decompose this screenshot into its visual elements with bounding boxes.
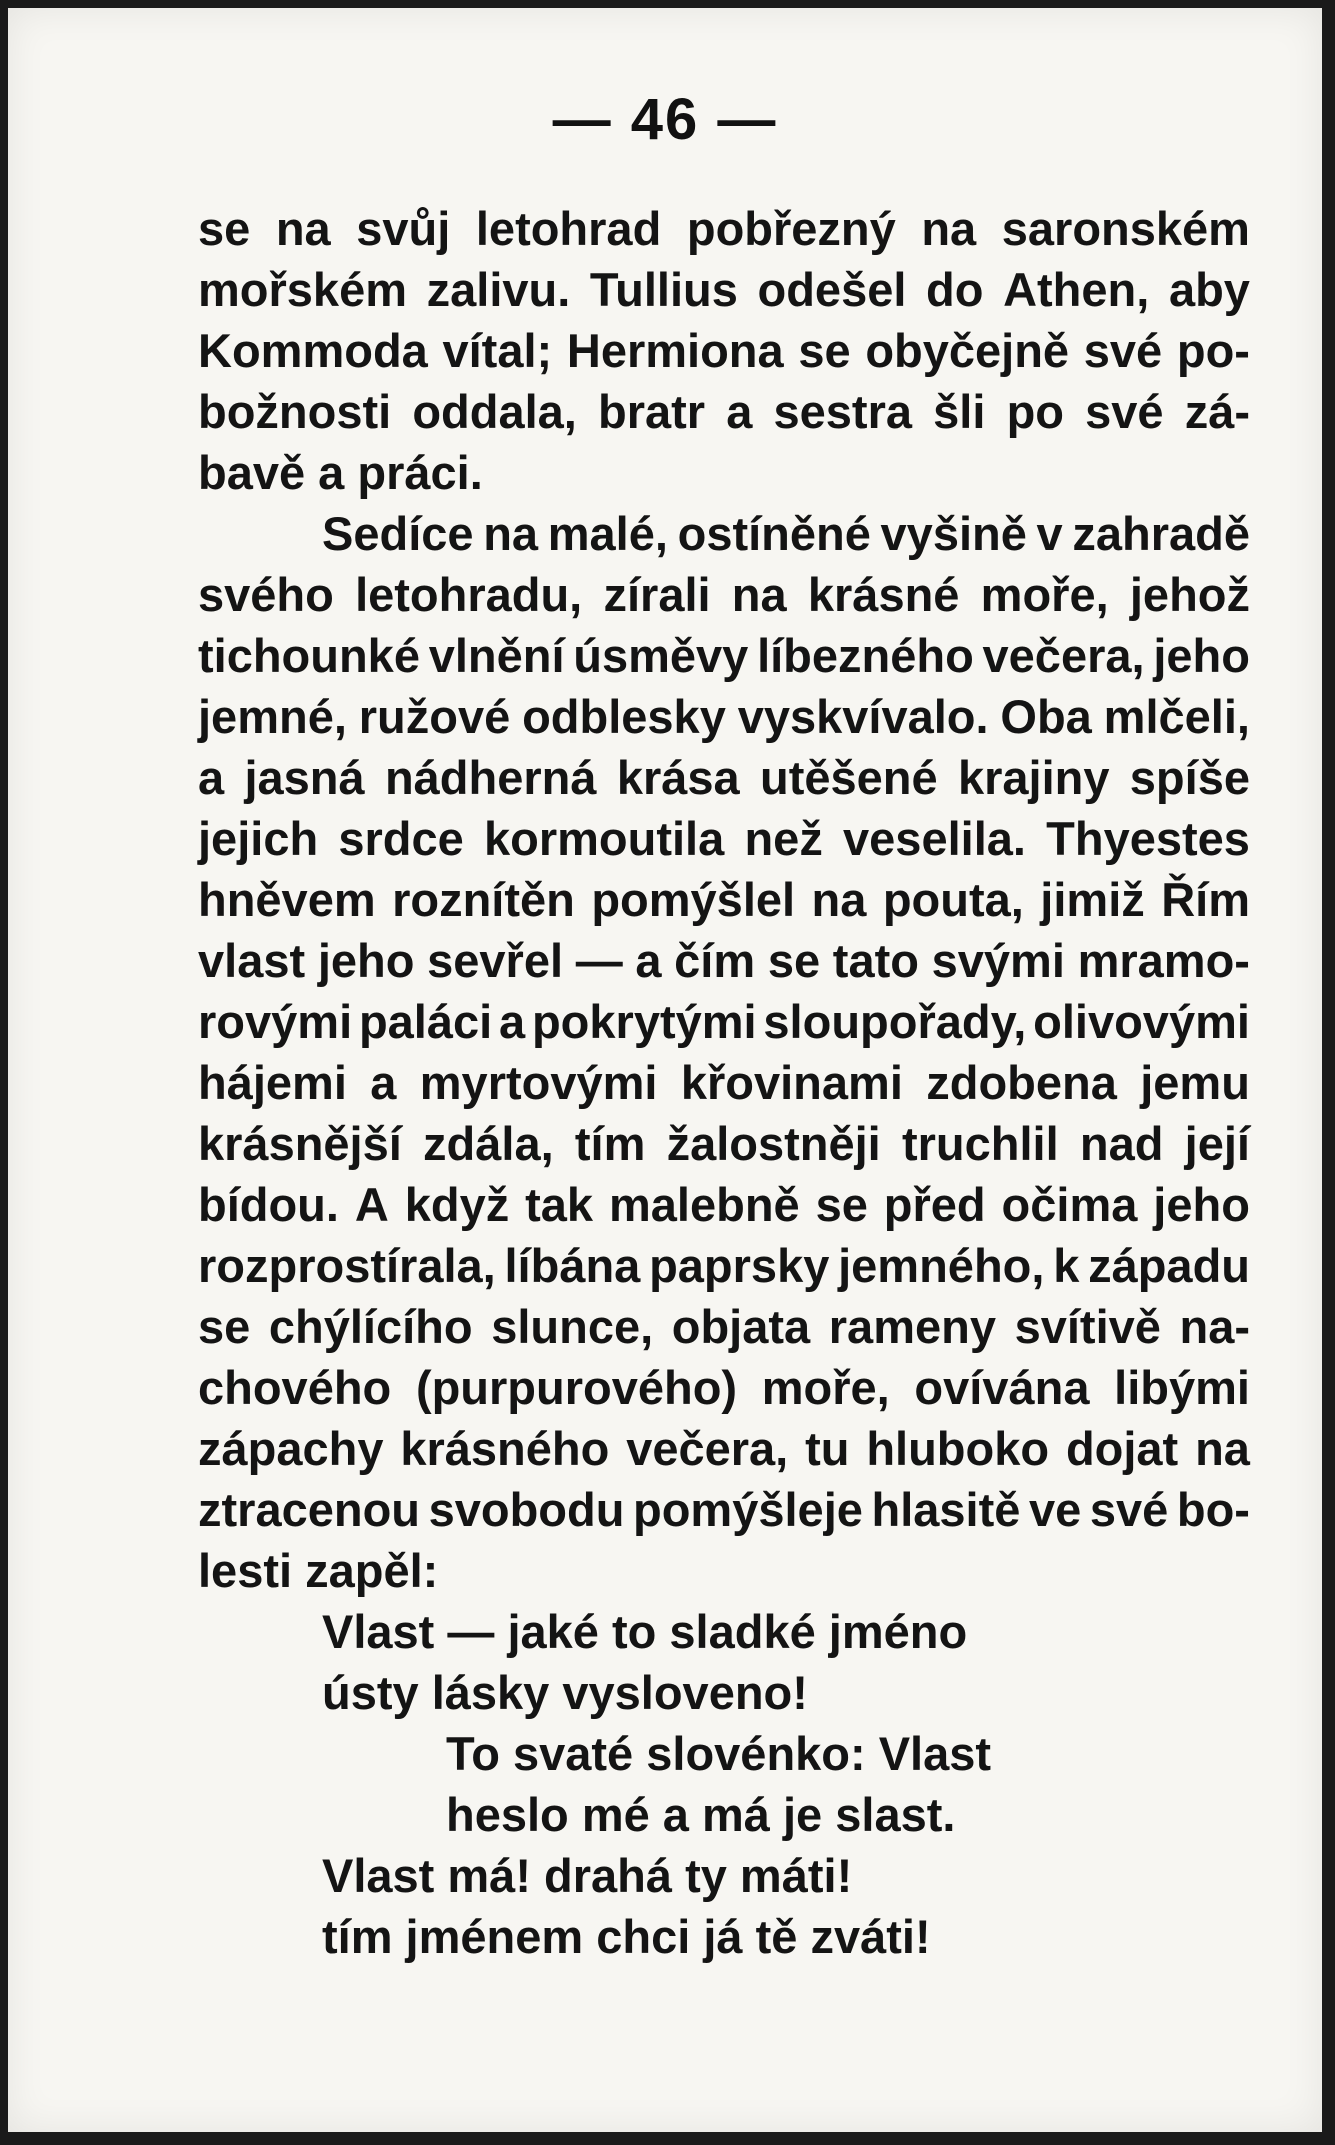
text-line: zápachy krásného večera, tu hluboko dojat na <box>198 1422 1250 1475</box>
text-line: se chýlícího slunce, objata rameny svítivě na- <box>198 1300 1250 1353</box>
text-line: svého letohradu, zírali na krásné moře, jehož <box>198 568 1250 621</box>
text-line: ztracenou svobodu pomýšleje hlasitě ve své bo- <box>198 1483 1250 1536</box>
text-line: To svaté slovénko: Vlast <box>446 1727 992 1780</box>
text-line: božnosti oddala, bratr a sestra šli po své zá- <box>198 385 1250 438</box>
text-line: vlast jeho sevřel — a čím se tato svými mramo- <box>198 934 1250 987</box>
text-line: tichounké vlnění úsměvy líbezného večera, jeho <box>198 629 1250 682</box>
text-line: Sedíce na malé, ostíněné vyšině v zahradě <box>322 507 1250 560</box>
body-text <box>198 198 1250 1967</box>
text-line: hájemi a myrtovými křovinami zdobena jemu <box>198 1056 1250 1109</box>
text-line: mořském zalivu. Tullius odešel do Athen, aby <box>198 263 1250 316</box>
text-line: ústy lásky vysloveno! <box>322 1666 808 1719</box>
text-line: hněvem roznítěn pomýšlel na pouta, jimiž Řím <box>198 873 1250 926</box>
text-line: bídou. A když tak malebně se před očima jeho <box>198 1178 1250 1231</box>
text-line: Vlast má! drahá ty máti! <box>322 1849 853 1902</box>
text-line: jemné, ružové odblesky vyskvívalo. Oba mlčeli, <box>198 690 1250 743</box>
text-line: jejich srdce kormoutila než veselila. Thyestes <box>198 812 1250 865</box>
text-line: lesti zapěl: <box>198 1544 439 1597</box>
text-line: krásnější zdála, tím žalostněji truchlil nad její <box>198 1117 1250 1170</box>
text-line: rozprostírala, líbána paprsky jemného, k západu <box>198 1239 1250 1292</box>
text-line: Kommoda vítal; Hermiona se obyčejně své po- <box>198 324 1250 377</box>
text-line: rovými paláci a pokrytými sloupořady, olivovými <box>198 995 1250 1048</box>
text-line: Vlast — jaké to sladké jméno <box>322 1605 968 1658</box>
text-line: bavě a práci. <box>198 446 483 499</box>
text-line: chového (purpurového) moře, ovívána libými <box>198 1361 1250 1414</box>
text-line: se na svůj letohrad pobřezný na saronském <box>198 202 1250 255</box>
page-number: — 46 — <box>552 87 778 152</box>
book-page <box>8 8 1322 2132</box>
text-line: a jasná nádherná krása utěšené krajiny spíše <box>198 751 1250 804</box>
text-line: tím jménem chci já tě zváti! <box>322 1910 931 1963</box>
text-line: heslo mé a má je slast. <box>446 1788 956 1841</box>
